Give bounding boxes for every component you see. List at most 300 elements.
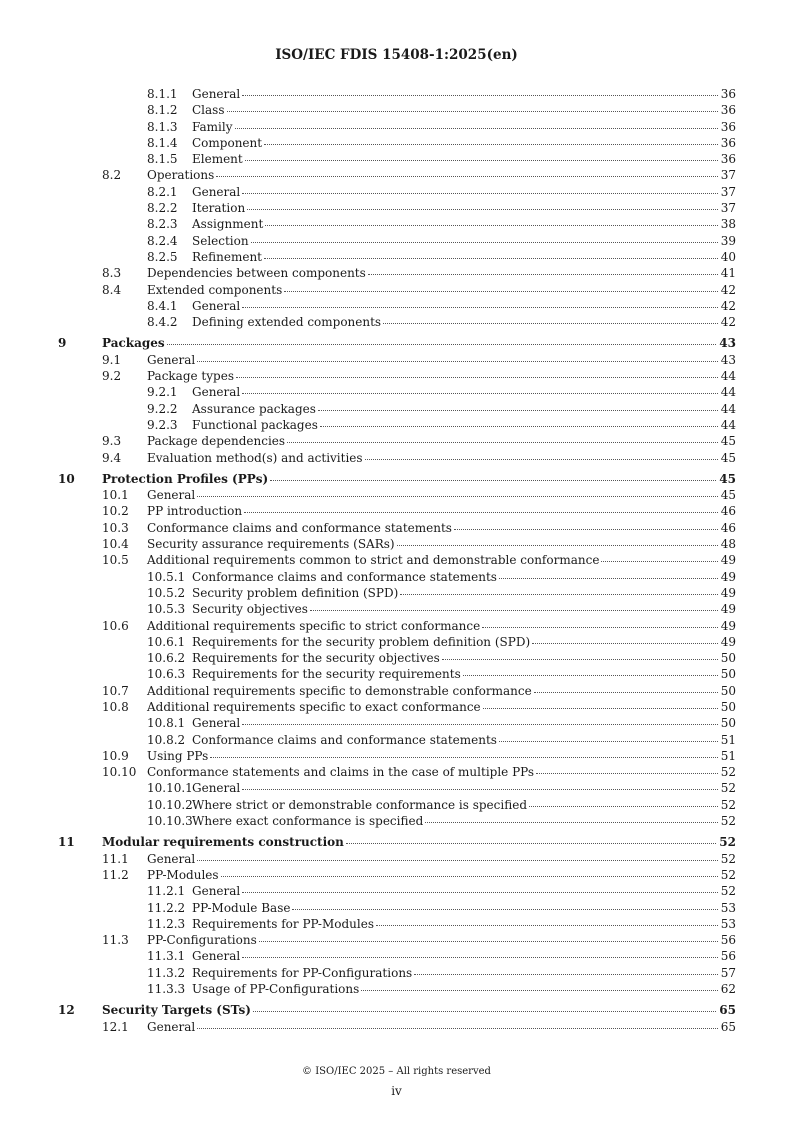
- toc-entry[interactable]: [0, 200, 793, 216]
- toc-entry-leader: [147, 851, 719, 867]
- toc-entry[interactable]: [0, 797, 793, 813]
- toc-entry-page: 44: [720, 385, 736, 400]
- toc-entry-title: Operations: [147, 168, 215, 183]
- toc-entry-number: 10.6.2: [147, 651, 186, 666]
- dot-leader: [361, 980, 717, 991]
- toc-entry[interactable]: [0, 450, 793, 466]
- toc-entry[interactable]: [0, 764, 793, 780]
- toc-entry-number: 8.1.5: [147, 152, 178, 167]
- toc-entry-title: Conformance statements and claims in the case of multiple PPs: [147, 765, 535, 780]
- toc-entry[interactable]: [0, 932, 793, 948]
- toc-entry-page: 51: [720, 732, 736, 747]
- toc-entry-number: 8.4.1: [147, 298, 178, 313]
- toc-entry[interactable]: [0, 233, 793, 249]
- toc-entry-leader: [192, 780, 719, 796]
- toc-entry-leader: [102, 335, 717, 351]
- toc-entry[interactable]: [0, 748, 793, 764]
- dot-leader: [270, 470, 716, 481]
- toc-entry-title: Conformance claims and conformance statements: [147, 520, 452, 535]
- dot-leader: [482, 617, 718, 628]
- dot-leader: [534, 682, 718, 693]
- dot-leader: [442, 649, 718, 660]
- toc-entry[interactable]: [0, 184, 793, 200]
- toc-entry-title: Security Targets (STs): [102, 1003, 251, 1018]
- dot-leader: [242, 779, 717, 790]
- toc-entry[interactable]: [0, 569, 793, 585]
- toc-entry-page: 49: [720, 618, 736, 633]
- toc-entry-title: Refinement: [192, 249, 263, 264]
- toc-entry-page: 52: [720, 851, 736, 866]
- toc-entry[interactable]: [0, 119, 793, 135]
- toc-entry-number: 11: [58, 835, 75, 850]
- toc-entry-page: 36: [720, 103, 736, 118]
- toc-entry[interactable]: [0, 666, 793, 682]
- toc-entry[interactable]: [0, 151, 793, 167]
- toc-entry-title: Security problem definition (SPD): [192, 585, 399, 600]
- toc-entry-page: 42: [720, 298, 736, 313]
- dot-leader: [244, 502, 718, 513]
- table-of-contents: [0, 86, 793, 1035]
- toc-entry-number: 10.6.1: [147, 634, 186, 649]
- toc-entry-page: 49: [720, 602, 736, 617]
- toc-entry[interactable]: [0, 102, 793, 118]
- toc-entry[interactable]: [0, 471, 793, 487]
- dot-leader: [242, 947, 717, 958]
- toc-entry-number: 8.1.1: [147, 87, 178, 101]
- toc-entry[interactable]: [0, 352, 793, 368]
- toc-entry-leader: [192, 948, 719, 964]
- toc-entry-number: 10.3: [102, 520, 129, 535]
- toc-entry[interactable]: [0, 167, 793, 183]
- toc-entry-number: 8.2.3: [147, 217, 178, 232]
- toc-entry-title: General: [192, 949, 241, 964]
- toc-entry-page: 45: [720, 488, 736, 503]
- toc-entry[interactable]: [0, 732, 793, 748]
- toc-entry-page: 44: [720, 401, 736, 416]
- dot-leader: [414, 964, 718, 975]
- toc-entry-number: 11.1: [102, 851, 129, 866]
- toc-entry-leader: [147, 352, 719, 368]
- toc-entry-page: 57: [720, 965, 736, 980]
- toc-entry-leader: [192, 883, 719, 899]
- toc-entry-leader: [192, 601, 719, 617]
- dot-leader: [397, 535, 718, 546]
- toc-entry-leader: [192, 797, 719, 813]
- toc-entry-page: 50: [720, 716, 736, 731]
- toc-entry-number: 11.3.2: [147, 965, 186, 980]
- toc-entry[interactable]: [0, 417, 793, 433]
- toc-entry-number: 10.9: [102, 748, 129, 763]
- dot-leader: [287, 432, 718, 443]
- dot-leader: [242, 183, 717, 194]
- dot-leader: [292, 899, 717, 910]
- toc-entry-title: Using PPs: [147, 748, 209, 763]
- dot-leader: [536, 763, 718, 774]
- toc-entry-number: 10.7: [102, 683, 129, 698]
- toc-entry-number: 11.2.1: [147, 884, 186, 899]
- toc-entry-page: 50: [720, 683, 736, 698]
- dot-leader: [264, 134, 718, 145]
- dot-leader: [601, 551, 717, 562]
- dot-leader: [259, 931, 718, 942]
- toc-entry-title: Modular requirements construction: [102, 835, 344, 850]
- toc-entry-page: 37: [720, 184, 736, 199]
- dot-leader: [499, 731, 718, 742]
- toc-entry-page: 37: [720, 168, 736, 183]
- toc-entry[interactable]: [0, 503, 793, 519]
- toc-entry-page: 46: [720, 504, 736, 519]
- toc-entry-page: 45: [720, 434, 736, 449]
- toc-entry-page: 49: [720, 553, 736, 568]
- dot-leader: [251, 232, 718, 243]
- toc-entry-page: 38: [720, 217, 736, 232]
- toc-entry-title: General: [147, 1019, 196, 1034]
- toc-entry-leader: [192, 585, 719, 601]
- dot-leader: [320, 416, 718, 427]
- toc-entry[interactable]: [0, 1019, 793, 1035]
- toc-entry-number: 10.10: [102, 765, 137, 780]
- toc-entry-title: Family: [192, 119, 233, 134]
- toc-entry[interactable]: [0, 314, 793, 330]
- toc-entry-page: 45: [719, 471, 736, 486]
- toc-entry-leader: [192, 119, 719, 135]
- dot-leader: [463, 665, 718, 676]
- toc-entry-leader: [192, 666, 719, 682]
- toc-entry-title: Where exact conformance is specified: [192, 814, 424, 829]
- toc-entry-leader: [192, 417, 719, 433]
- toc-entry-page: 42: [720, 282, 736, 297]
- toc-entry[interactable]: [0, 335, 793, 351]
- toc-entry-number: 8.3: [102, 266, 122, 281]
- toc-entry-leader: [192, 314, 719, 330]
- toc-entry-leader: [147, 764, 719, 780]
- toc-entry-number: 8.2.2: [147, 201, 178, 216]
- toc-entry-number: 11.2.3: [147, 916, 186, 931]
- toc-entry-title: Security objectives: [192, 602, 308, 617]
- toc-entry-page: 49: [720, 634, 736, 649]
- dot-leader: [346, 833, 716, 844]
- toc-entry-number: 10.6.3: [147, 667, 186, 682]
- toc-entry[interactable]: [0, 851, 793, 867]
- toc-entry[interactable]: [0, 552, 793, 568]
- toc-entry[interactable]: [0, 585, 793, 601]
- toc-entry[interactable]: [0, 216, 793, 232]
- dot-leader: [242, 85, 717, 96]
- toc-entry-leader: [147, 282, 719, 298]
- dot-leader: [499, 568, 718, 579]
- toc-entry-number: 10.8.2: [147, 732, 186, 747]
- dot-leader: [454, 519, 718, 530]
- toc-entry-number: 9.2.3: [147, 417, 178, 432]
- toc-entry-title: Security assurance requirements (SARs): [147, 537, 395, 552]
- toc-entry-title: PP-Modules: [147, 867, 219, 882]
- toc-entry[interactable]: [0, 916, 793, 932]
- toc-entry[interactable]: [0, 883, 793, 899]
- toc-entry-leader: [192, 401, 719, 417]
- toc-entry-title: General: [147, 352, 196, 367]
- toc-entry[interactable]: [0, 948, 793, 964]
- toc-entry[interactable]: [0, 86, 793, 102]
- toc-entry-number: 9.2: [102, 369, 122, 384]
- dot-leader: [368, 264, 718, 275]
- toc-entry-title: General: [192, 884, 241, 899]
- dot-leader: [210, 747, 717, 758]
- toc-entry-number: 12: [58, 1003, 75, 1018]
- toc-entry-title: Package types: [147, 369, 234, 384]
- toc-entry[interactable]: [0, 634, 793, 650]
- toc-entry-number: 10.10.3: [147, 814, 193, 829]
- toc-entry-title: Conformance claims and conformance statements: [192, 732, 497, 747]
- toc-entry-leader: [192, 981, 719, 997]
- toc-entry[interactable]: [0, 368, 793, 384]
- toc-entry-number: 9.3: [102, 434, 122, 449]
- dot-leader: [284, 281, 717, 292]
- toc-entry[interactable]: [0, 401, 793, 417]
- toc-entry-leader: [147, 536, 719, 552]
- toc-entry-title: Packages: [102, 336, 165, 351]
- toc-entry-page: 44: [720, 369, 736, 384]
- toc-entry-page: 50: [720, 651, 736, 666]
- toc-entry-page: 50: [720, 699, 736, 714]
- toc-entry-leader: [147, 368, 719, 384]
- dot-leader: [310, 600, 718, 611]
- toc-entry-page: 53: [720, 916, 736, 931]
- toc-entry-number: 8.1.4: [147, 135, 178, 150]
- toc-entry-page: 37: [720, 201, 736, 216]
- toc-entry-number: 9.1: [102, 352, 122, 367]
- dot-leader: [383, 313, 718, 324]
- toc-entry-page: 53: [720, 900, 736, 915]
- toc-entry-number: 12.1: [102, 1019, 129, 1034]
- dot-leader: [318, 400, 718, 411]
- toc-entry[interactable]: [0, 249, 793, 265]
- toc-entry[interactable]: [0, 536, 793, 552]
- toc-entry-title: Assurance packages: [192, 401, 316, 416]
- toc-entry[interactable]: [0, 699, 793, 715]
- toc-entry-page: 43: [720, 352, 736, 367]
- toc-entry-page: 48: [720, 537, 736, 552]
- toc-entry-title: General: [192, 716, 241, 731]
- toc-entry-title: General: [147, 851, 196, 866]
- dot-leader: [197, 1018, 717, 1029]
- toc-entry-leader: [147, 867, 719, 883]
- toc-entry-number: 10: [58, 471, 75, 486]
- toc-entry-page: 52: [720, 781, 736, 796]
- dot-leader: [264, 248, 718, 259]
- toc-entry-title: Conformance claims and conformance statements: [192, 569, 497, 584]
- toc-entry[interactable]: [0, 135, 793, 151]
- toc-entry[interactable]: [0, 298, 793, 314]
- dot-leader: [247, 199, 718, 210]
- toc-entry-number: 10.1: [102, 488, 129, 503]
- toc-entry-page: 46: [720, 520, 736, 535]
- toc-entry-leader: [192, 650, 719, 666]
- toc-entry[interactable]: [0, 965, 793, 981]
- toc-entry-leader: [192, 916, 719, 932]
- toc-entry-leader: [192, 102, 719, 118]
- toc-entry-leader: [192, 86, 719, 102]
- toc-entry-title: Class: [192, 103, 225, 118]
- toc-entry-title: Component: [192, 135, 263, 150]
- dot-leader: [242, 383, 717, 394]
- toc-entry-leader: [192, 732, 719, 748]
- toc-entry-page: 52: [720, 765, 736, 780]
- toc-entry-number: 9.2.2: [147, 401, 178, 416]
- toc-entry-title: Iteration: [192, 201, 246, 216]
- toc-entry-leader: [147, 450, 719, 466]
- toc-entry-page: 39: [720, 233, 736, 248]
- toc-entry-page: 43: [719, 336, 736, 351]
- copyright-footer: © ISO/IEC 2025 – All rights reserved: [302, 1066, 491, 1077]
- toc-entry-title: Assignment: [192, 217, 264, 232]
- toc-entry-page: 36: [720, 119, 736, 134]
- toc-entry-title: Additional requirements specific to exact conformance: [147, 699, 481, 714]
- toc-entry-title: General: [192, 781, 241, 796]
- toc-entry[interactable]: [0, 520, 793, 536]
- toc-entry-leader: [192, 813, 719, 829]
- toc-entry-number: 10.5: [102, 553, 129, 568]
- toc-entry-page: 36: [720, 87, 736, 101]
- toc-entry-number: 10.4: [102, 537, 129, 552]
- dot-leader: [365, 449, 718, 460]
- toc-entry-number: 11.3.1: [147, 949, 186, 964]
- toc-entry-leader: [147, 167, 719, 183]
- toc-entry-number: 11.3: [102, 933, 129, 948]
- toc-entry-title: Requirements for PP-Modules: [192, 916, 375, 931]
- toc-entry-number: 10.5.2: [147, 585, 186, 600]
- toc-entry-title: Requirements for PP-Configurations: [192, 965, 413, 980]
- toc-entry-leader: [102, 834, 717, 850]
- toc-entry-page: 50: [720, 667, 736, 682]
- toc-entry-page: 52: [720, 884, 736, 899]
- toc-entry[interactable]: [0, 282, 793, 298]
- dot-leader: [532, 633, 718, 644]
- toc-entry[interactable]: [0, 601, 793, 617]
- document-header: ISO/IEC FDIS 15408-1:2025(en): [275, 47, 518, 63]
- toc-entry-title: Selection: [192, 233, 249, 248]
- toc-entry-leader: [147, 618, 719, 634]
- toc-entry-leader: [192, 965, 719, 981]
- toc-entry[interactable]: [0, 487, 793, 503]
- toc-entry-page: 42: [720, 315, 736, 330]
- toc-entry-title: General: [192, 184, 241, 199]
- toc-entry-page: 44: [720, 417, 736, 432]
- toc-entry-number: 8.4: [102, 282, 122, 297]
- toc-entry-page: 65: [720, 1019, 736, 1034]
- dot-leader: [221, 866, 718, 877]
- toc-entry-number: 9.2.1: [147, 385, 178, 400]
- toc-entry-title: Additional requirements common to strict and demonstrable conformance: [147, 553, 600, 568]
- toc-entry[interactable]: [0, 384, 793, 400]
- toc-entry-page: 41: [720, 266, 736, 281]
- toc-entry-leader: [147, 265, 719, 281]
- toc-entry[interactable]: [0, 715, 793, 731]
- toc-entry[interactable]: [0, 618, 793, 634]
- toc-entry-title: Dependencies between components: [147, 266, 366, 281]
- toc-entry-leader: [192, 151, 719, 167]
- toc-entry-number: 9: [58, 336, 67, 351]
- toc-entry-title: Additional requirements specific to strict conformance: [147, 618, 481, 633]
- toc-entry[interactable]: [0, 780, 793, 796]
- toc-entry-leader: [102, 1002, 717, 1018]
- dot-leader: [235, 118, 718, 129]
- toc-entry-page: 65: [719, 1003, 736, 1018]
- toc-entry-number: 11.2: [102, 867, 129, 882]
- toc-entry-title: Additional requirements specific to demonstrable conformance: [147, 683, 532, 698]
- toc-entry[interactable]: [0, 834, 793, 850]
- toc-entry-leader: [147, 1019, 719, 1035]
- toc-entry-page: 56: [720, 949, 736, 964]
- toc-entry[interactable]: [0, 867, 793, 883]
- dot-leader: [265, 215, 717, 226]
- toc-entry[interactable]: [0, 650, 793, 666]
- toc-entry-leader: [147, 552, 719, 568]
- dot-leader: [529, 796, 718, 807]
- toc-entry[interactable]: [0, 981, 793, 997]
- toc-entry-leader: [192, 634, 719, 650]
- toc-entry-leader: [192, 135, 719, 151]
- toc-entry-title: Element: [192, 152, 243, 167]
- toc-entry[interactable]: [0, 900, 793, 916]
- dot-leader: [197, 850, 717, 861]
- toc-entry-leader: [147, 487, 719, 503]
- dot-leader: [197, 351, 717, 362]
- toc-entry-number: 11.2.2: [147, 900, 186, 915]
- toc-entry-title: General: [147, 488, 196, 503]
- toc-entry-title: Functional packages: [192, 417, 318, 432]
- toc-entry[interactable]: [0, 683, 793, 699]
- toc-entry-number: 9.4: [102, 450, 122, 465]
- toc-entry-leader: [192, 384, 719, 400]
- page-number: iv: [391, 1084, 402, 1098]
- dot-leader: [227, 101, 718, 112]
- toc-entry-title: Defining extended components: [192, 315, 382, 330]
- toc-entry-title: Extended components: [147, 282, 283, 297]
- toc-entry-number: 10.8.1: [147, 716, 186, 731]
- toc-entry-leader: [192, 216, 719, 232]
- toc-entry-leader: [147, 699, 719, 715]
- toc-entry-leader: [147, 932, 719, 948]
- toc-entry-number: 10.5.1: [147, 569, 186, 584]
- dot-leader: [253, 1001, 716, 1012]
- toc-entry-number: 8.1.2: [147, 103, 178, 118]
- toc-entry-number: 10.8: [102, 699, 129, 714]
- dot-leader: [167, 334, 717, 345]
- toc-entry-title: PP introduction: [147, 504, 243, 519]
- dot-leader: [245, 150, 718, 161]
- toc-entry-page: 49: [720, 569, 736, 584]
- toc-entry-leader: [147, 748, 719, 764]
- toc-entry[interactable]: [0, 813, 793, 829]
- toc-entry-title: General: [192, 298, 241, 313]
- toc-entry-leader: [192, 249, 719, 265]
- toc-entry-number: 8.2: [102, 168, 122, 183]
- toc-entry-leader: [192, 900, 719, 916]
- dot-leader: [242, 882, 717, 893]
- toc-entry-number: 8.4.2: [147, 315, 178, 330]
- toc-entry[interactable]: [0, 1002, 793, 1018]
- toc-entry-number: 8.1.3: [147, 119, 178, 134]
- toc-entry-leader: [192, 184, 719, 200]
- toc-entry[interactable]: [0, 433, 793, 449]
- toc-entry-title: PP-Module Base: [192, 900, 291, 915]
- toc-entry-title: Requirements for the security objectives: [192, 651, 440, 666]
- toc-entry-page: 52: [720, 797, 736, 812]
- toc-entry[interactable]: [0, 265, 793, 281]
- dot-leader: [216, 166, 717, 177]
- toc-entry-number: 10.2: [102, 504, 129, 519]
- toc-entry-leader: [147, 433, 719, 449]
